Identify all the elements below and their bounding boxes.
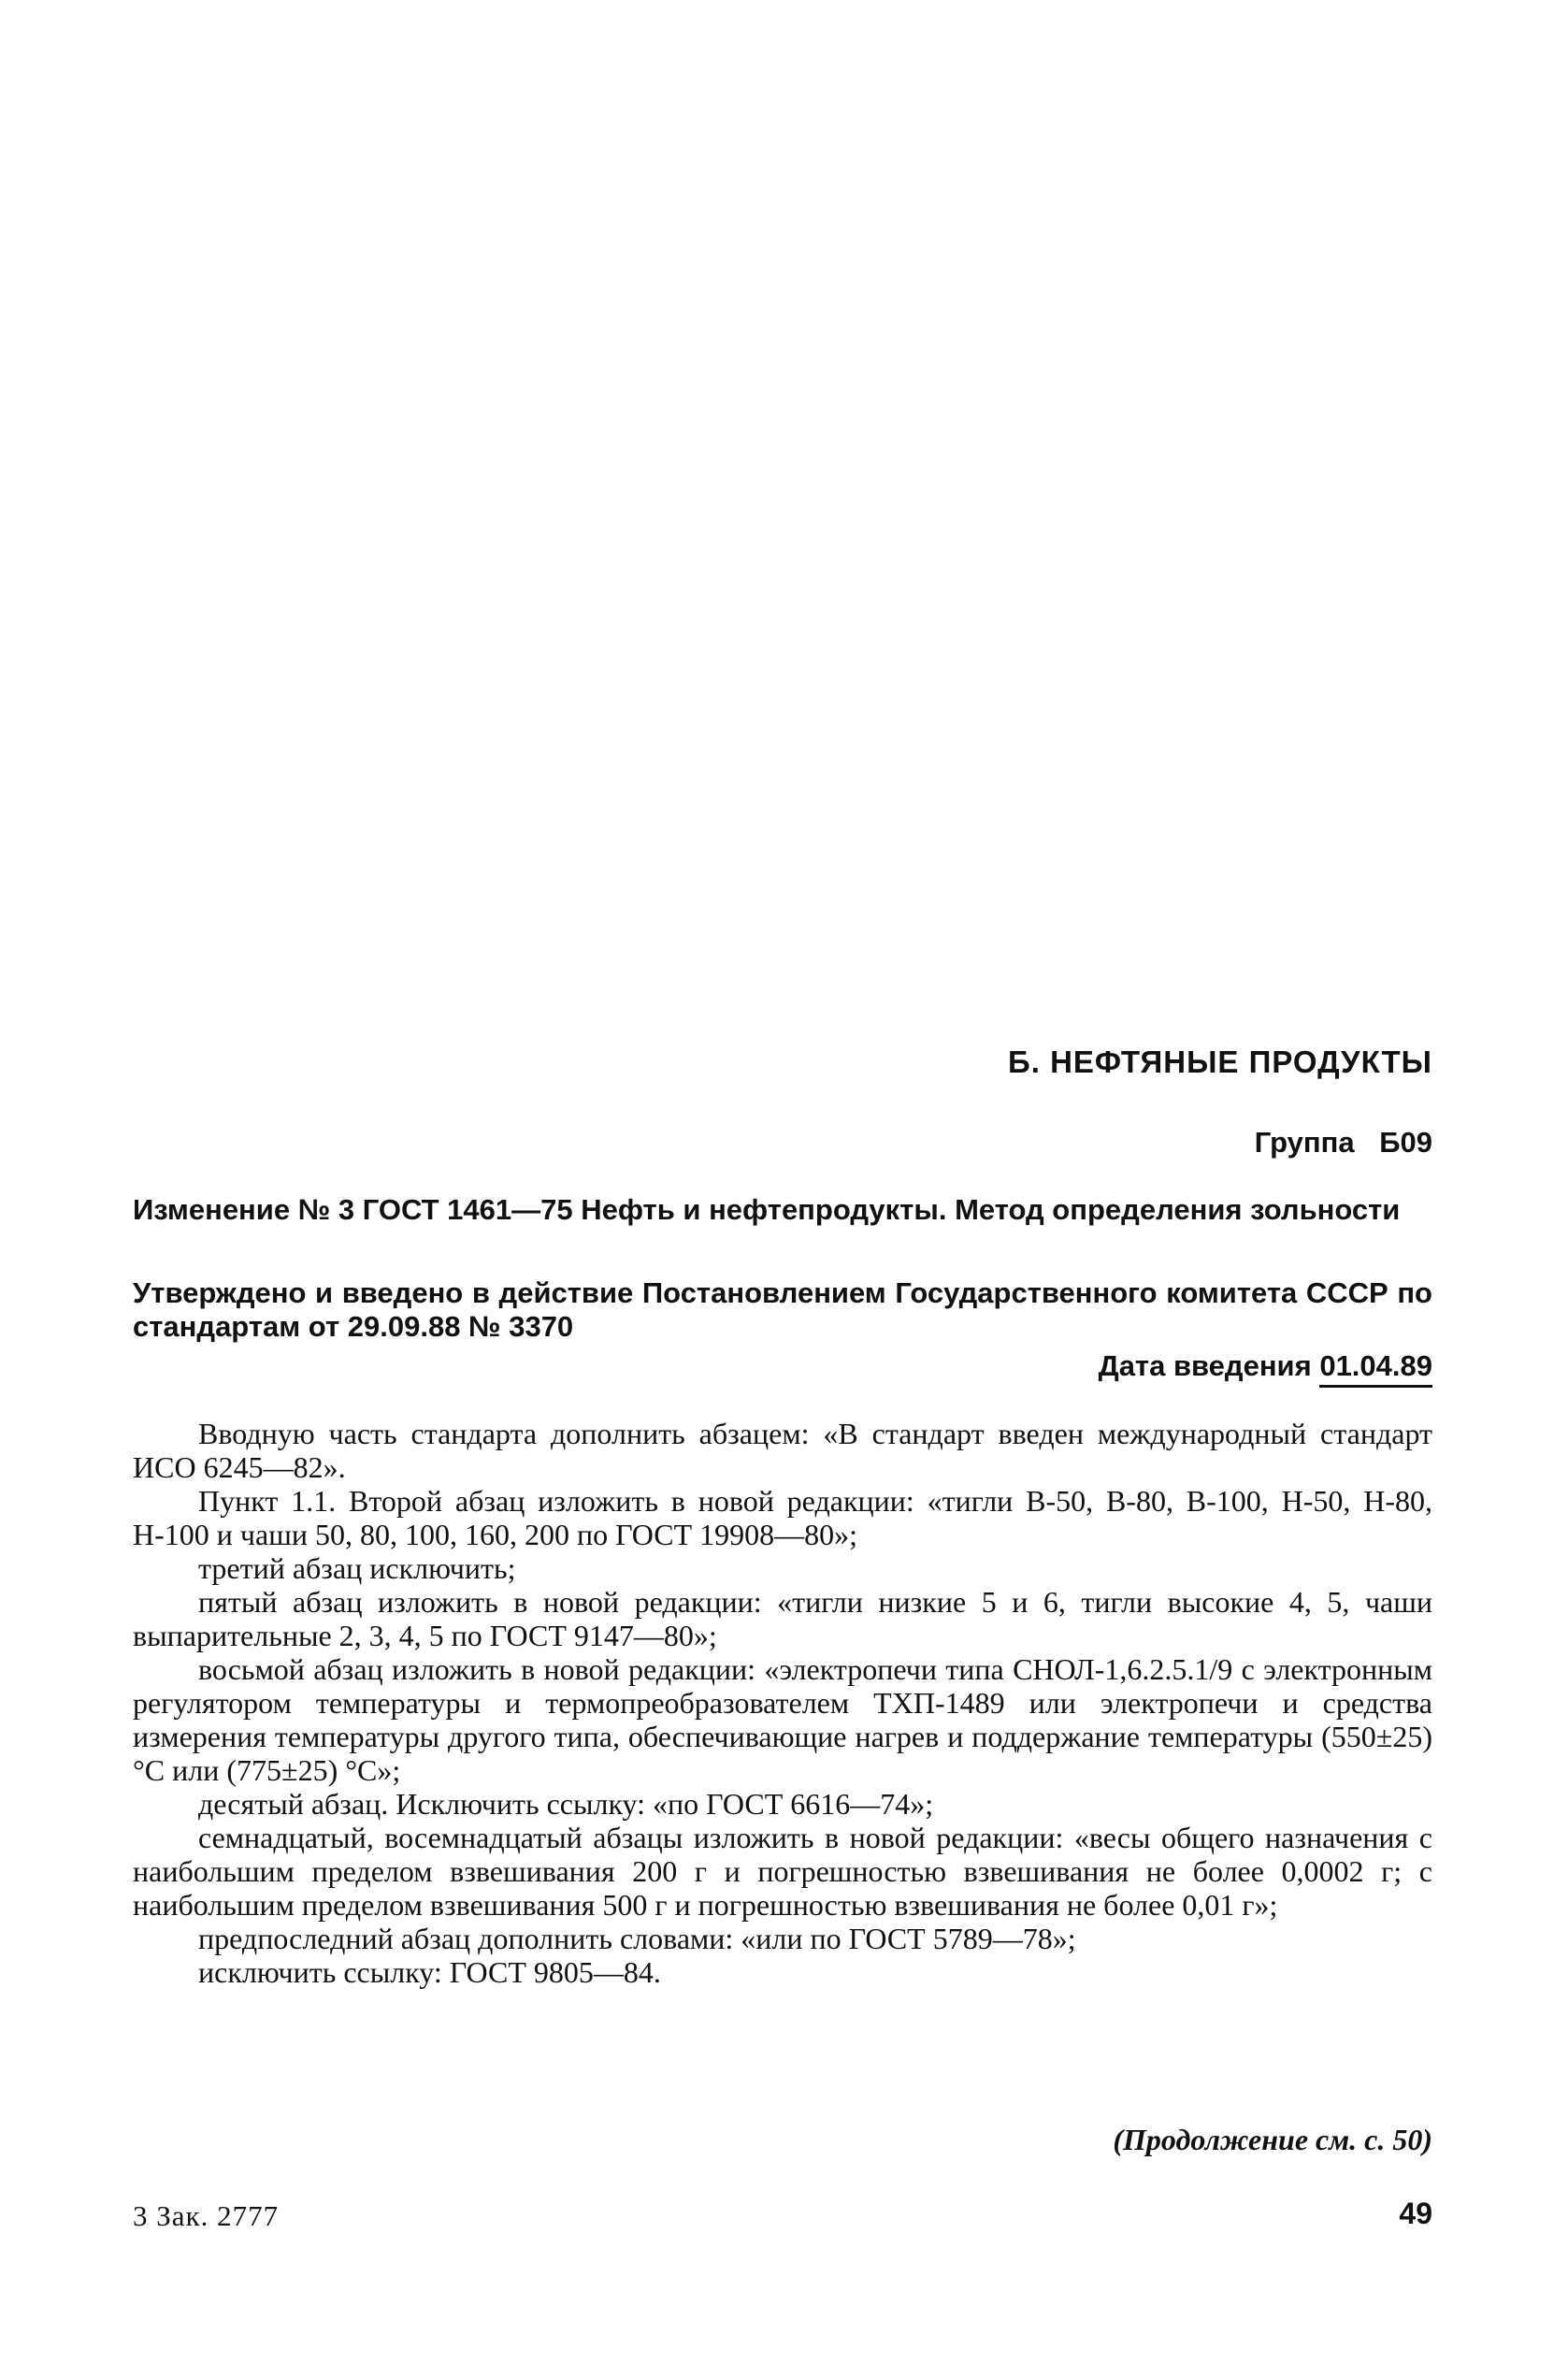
effective-date: [1099, 1349, 1432, 1383]
paragraph: Пункт 1.1. Второй абзац изложить в новой редакции: «тигли В-50, В-80, В-100, Н-50, Н-80, Н-100 и чаши 50, 80, 100, 160, 200 по ГОСТ 19908—80»;: [133, 1484, 1432, 1551]
continuation-note: (Продолжение см. с. 50): [1113, 2123, 1432, 2156]
group-label: Группа Б09: [1254, 1126, 1432, 1159]
paragraph: восьмой абзац изложить в новой редакции: «электропечи типа СНОЛ-1,6.2.5.1/9 с электронным регулятором температуры и термопреобразователем ТХП-1489 или электропечи и средства измерения температуры другого типа, обеспечивающие нагрев и поддержание температуры (550±25) °С или (775±25) °С»;: [133, 1652, 1432, 1787]
change-body: [133, 1417, 1432, 1989]
paragraph: десятый абзац. Исключить ссылку: «по ГОСТ 6616—74»;: [198, 1787, 934, 1821]
print-order-number: 3 Зак. 2777: [133, 2199, 280, 2232]
effective-date-value: 01.04.89: [1319, 1349, 1432, 1388]
paragraph: пятый абзац изложить в новой редакции: «тигли низкие 5 и 6, тигли высокие 4, 5, чаши выпарительные 2, 3, 4, 5 по ГОСТ 9147—80»;: [133, 1585, 1432, 1652]
paragraph: третий абзац исключить;: [198, 1551, 516, 1585]
section-title: Б. НЕФТЯНЫЕ ПРОДУКТЫ: [1008, 1045, 1432, 1079]
approval-statement: Утверждено и введено в действие Постановлением Государственного комитета СССР по стандартам от 29.09.88 № 3370: [133, 1276, 1432, 1343]
page-number: 49: [1399, 2197, 1432, 2230]
paragraph: семнадцатый, восемнадцатый абзацы изложить в новой редакции: «весы общего назначения с наибольшим пределом взвешивания 200 г и погрешностью взвешивания не более 0,0002 г; с наибольшим пределом взвешивания 500 г и погрешностью взвешивания не более 0,01 г»;: [133, 1821, 1432, 1922]
paragraph: исключить ссылку: ГОСТ 9805—84.: [198, 1955, 661, 1989]
effective-date-label: Дата введения: [1098, 1349, 1320, 1382]
paragraph: Вводную часть стандарта дополнить абзацем: «В стандарт введен международный стандарт ИСО 6245—82».: [133, 1417, 1432, 1484]
paragraph: предпоследний абзац дополнить словами: «или по ГОСТ 5789—78»;: [198, 1922, 1076, 1955]
change-title: Изменение № 3 ГОСТ 1461—75 Нефть и нефтепродукты. Метод определения зольности: [133, 1193, 1401, 1226]
